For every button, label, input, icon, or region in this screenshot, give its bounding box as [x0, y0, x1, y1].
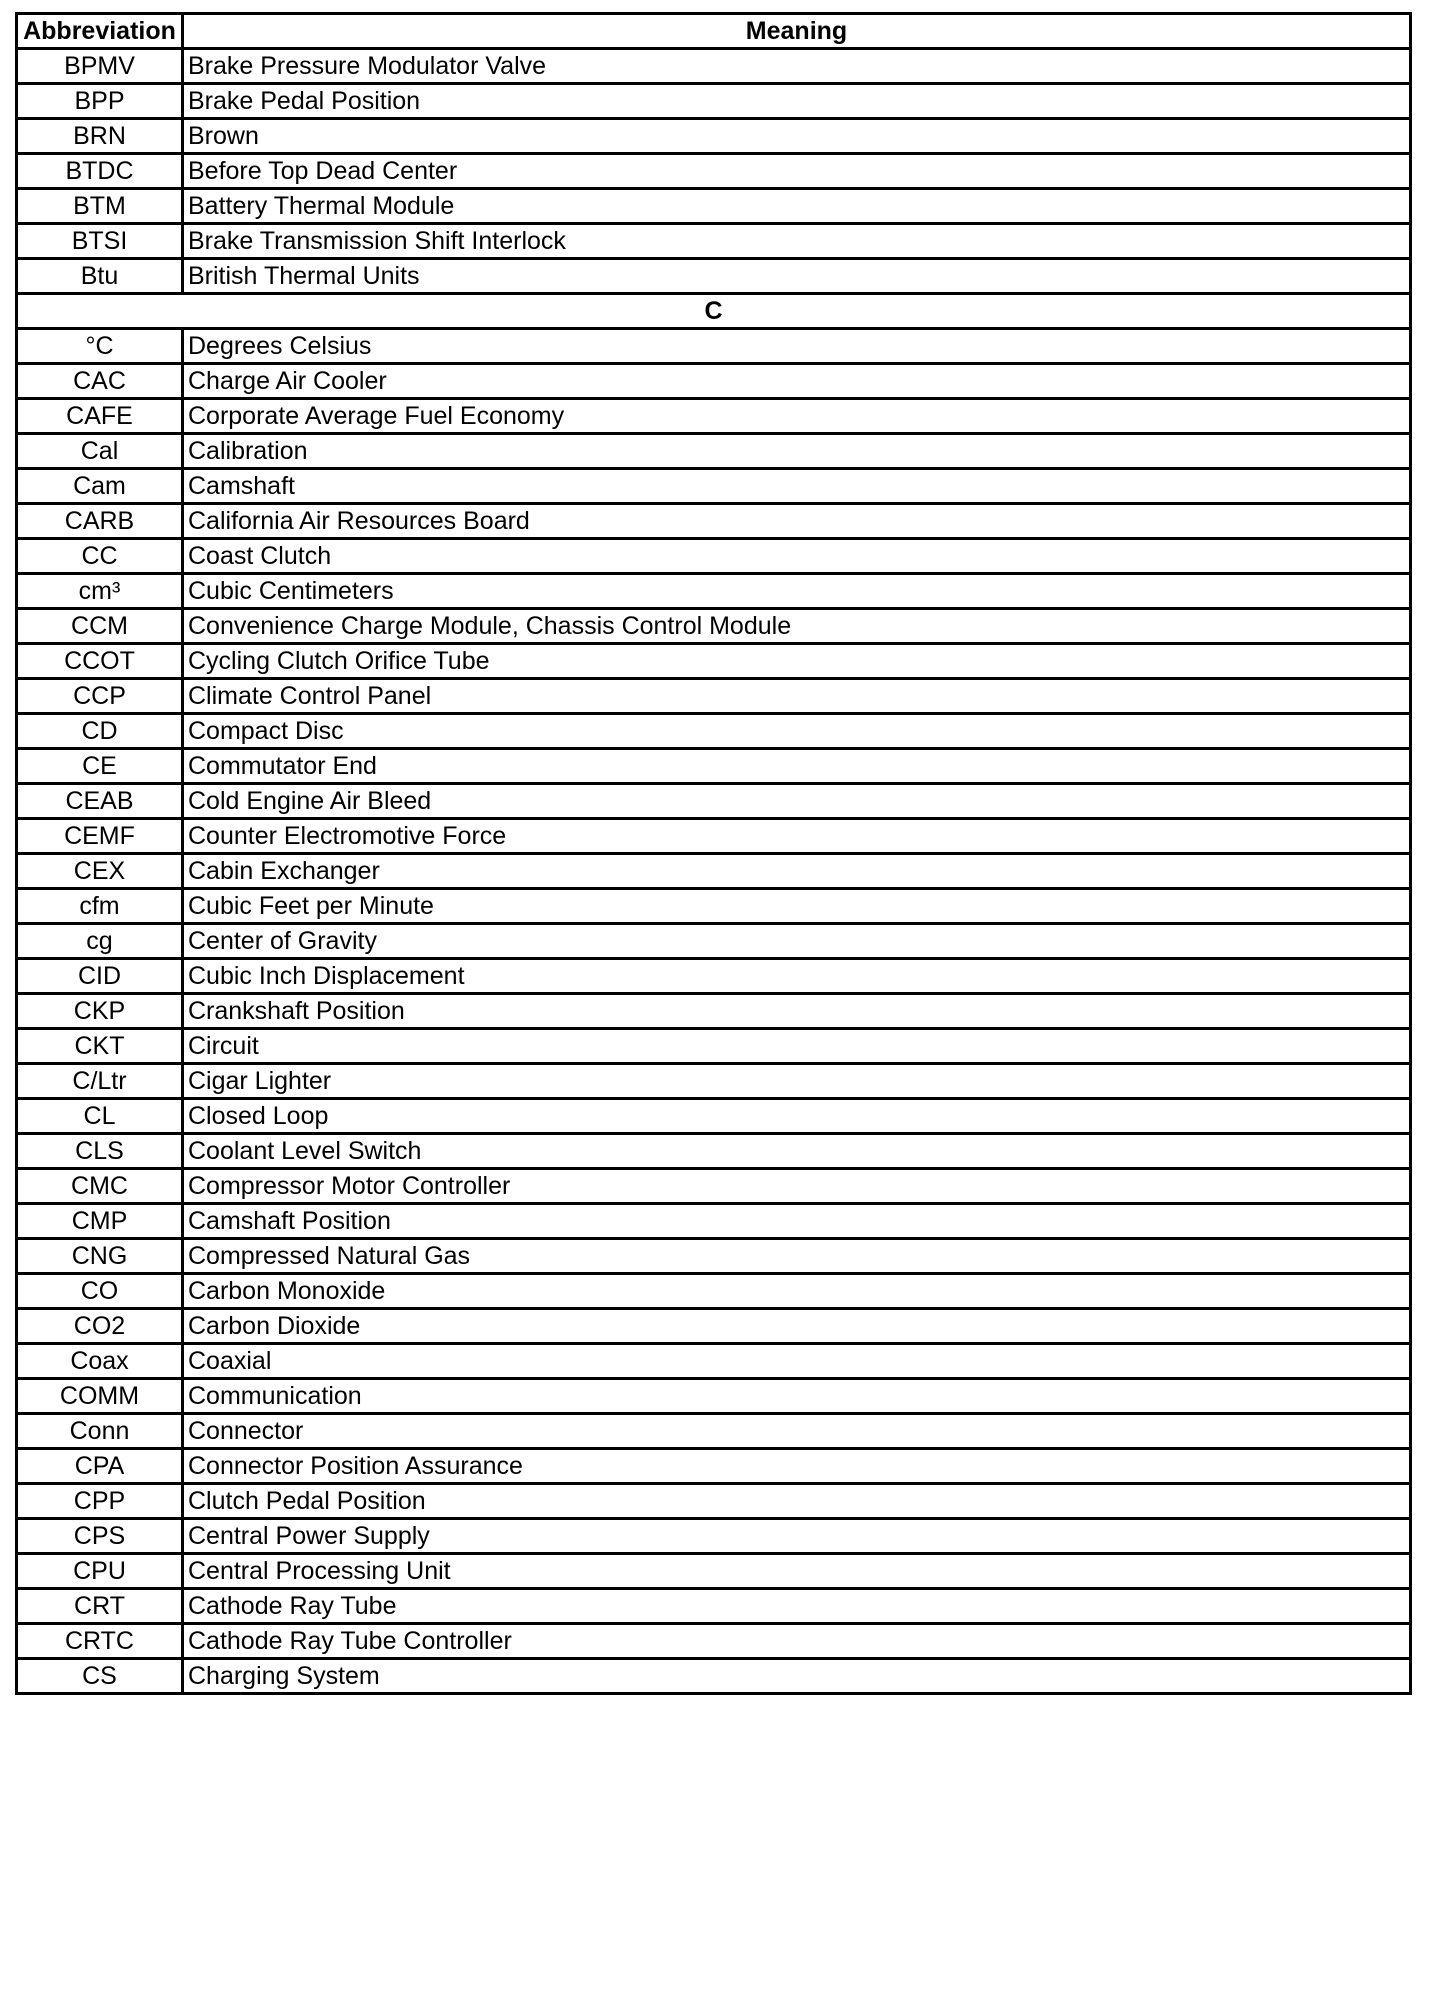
table-row [17, 1379, 1411, 1414]
table-row [17, 329, 1411, 364]
table-row [17, 994, 1411, 1029]
abbreviation-cell: °C [17, 329, 183, 364]
table-row [17, 1099, 1411, 1134]
abbreviation-cell: CAC [17, 364, 183, 399]
abbreviation-cell: CCP [17, 679, 183, 714]
meaning-cell: Compressed Natural Gas [183, 1239, 1411, 1274]
abbreviation-cell: Coax [17, 1344, 183, 1379]
abbreviation-cell: CCM [17, 609, 183, 644]
table-row [17, 1344, 1411, 1379]
meaning-cell: Communication [183, 1379, 1411, 1414]
abbreviation-cell: Conn [17, 1414, 183, 1449]
abbreviation-cell: CMC [17, 1169, 183, 1204]
meaning-column-header: Meaning [183, 14, 1411, 49]
abbreviation-cell: CRTC [17, 1624, 183, 1659]
table-row [17, 1589, 1411, 1624]
abbreviation-cell: CNG [17, 1239, 183, 1274]
table-row [17, 749, 1411, 784]
meaning-cell: Coast Clutch [183, 539, 1411, 574]
abbreviation-cell: BTM [17, 189, 183, 224]
abbreviation-cell: CID [17, 959, 183, 994]
table-body [17, 49, 1411, 1694]
abbreviation-cell: CS [17, 1659, 183, 1694]
table-row [17, 1204, 1411, 1239]
meaning-cell: Crankshaft Position [183, 994, 1411, 1029]
meaning-cell: Cathode Ray Tube Controller [183, 1624, 1411, 1659]
meaning-cell: Closed Loop [183, 1099, 1411, 1134]
abbreviation-cell: cg [17, 924, 183, 959]
meaning-cell: Charge Air Cooler [183, 364, 1411, 399]
abbreviation-cell: CE [17, 749, 183, 784]
table-row [17, 1659, 1411, 1694]
table-row [17, 1519, 1411, 1554]
meaning-cell: Connector [183, 1414, 1411, 1449]
meaning-cell: Connector Position Assurance [183, 1449, 1411, 1484]
abbreviation-cell: BRN [17, 119, 183, 154]
abbreviation-cell: CCOT [17, 644, 183, 679]
table-row [17, 1064, 1411, 1099]
table-row [17, 1484, 1411, 1519]
meaning-cell: Cold Engine Air Bleed [183, 784, 1411, 819]
meaning-cell: Counter Electromotive Force [183, 819, 1411, 854]
abbreviation-cell: COMM [17, 1379, 183, 1414]
table-row [17, 1624, 1411, 1659]
table-row [17, 364, 1411, 399]
meaning-cell: Circuit [183, 1029, 1411, 1064]
abbreviation-cell: CO2 [17, 1309, 183, 1344]
section-row [17, 294, 1411, 329]
meaning-cell: Cubic Inch Displacement [183, 959, 1411, 994]
table-row [17, 1274, 1411, 1309]
meaning-cell: Battery Thermal Module [183, 189, 1411, 224]
abbreviation-cell: BPP [17, 84, 183, 119]
abbreviation-cell: CAFE [17, 399, 183, 434]
section-heading: C [17, 294, 1411, 329]
table-row [17, 154, 1411, 189]
meaning-cell: Commutator End [183, 749, 1411, 784]
header-row [17, 14, 1411, 49]
abbreviation-cell: CKT [17, 1029, 183, 1064]
abbreviation-cell: CEAB [17, 784, 183, 819]
abbreviation-cell: BTDC [17, 154, 183, 189]
table-row [17, 434, 1411, 469]
abbreviation-cell: CL [17, 1099, 183, 1134]
abbreviation-cell: Cal [17, 434, 183, 469]
abbreviation-cell: CO [17, 1274, 183, 1309]
meaning-cell: Coaxial [183, 1344, 1411, 1379]
meaning-cell: Cigar Lighter [183, 1064, 1411, 1099]
table-row [17, 84, 1411, 119]
abbreviation-cell: Btu [17, 259, 183, 294]
meaning-cell: Cubic Feet per Minute [183, 889, 1411, 924]
meaning-cell: Carbon Monoxide [183, 1274, 1411, 1309]
table-row [17, 1239, 1411, 1274]
table-row [17, 819, 1411, 854]
table-row [17, 679, 1411, 714]
abbreviation-cell: CPS [17, 1519, 183, 1554]
table-row [17, 574, 1411, 609]
meaning-cell: California Air Resources Board [183, 504, 1411, 539]
meaning-cell: British Thermal Units [183, 259, 1411, 294]
table-row [17, 644, 1411, 679]
meaning-cell: Charging System [183, 1659, 1411, 1694]
meaning-cell: Camshaft Position [183, 1204, 1411, 1239]
table-row [17, 399, 1411, 434]
abbreviation-cell: Cam [17, 469, 183, 504]
meaning-cell: Before Top Dead Center [183, 154, 1411, 189]
abbreviation-cell: CD [17, 714, 183, 749]
table-row [17, 1029, 1411, 1064]
abbreviation-cell: CPU [17, 1554, 183, 1589]
meaning-cell: Center of Gravity [183, 924, 1411, 959]
meaning-cell: Calibration [183, 434, 1411, 469]
abbreviation-cell: CKP [17, 994, 183, 1029]
abbreviation-cell: CPA [17, 1449, 183, 1484]
abbreviation-cell: CC [17, 539, 183, 574]
abbreviation-cell: CMP [17, 1204, 183, 1239]
table-row [17, 1134, 1411, 1169]
meaning-cell: Cathode Ray Tube [183, 1589, 1411, 1624]
abbreviation-cell: CLS [17, 1134, 183, 1169]
meaning-cell: Cubic Centimeters [183, 574, 1411, 609]
meaning-cell: Degrees Celsius [183, 329, 1411, 364]
meaning-cell: Coolant Level Switch [183, 1134, 1411, 1169]
table-row [17, 784, 1411, 819]
meaning-cell: Cabin Exchanger [183, 854, 1411, 889]
table-row [17, 259, 1411, 294]
table-row [17, 1414, 1411, 1449]
table-row [17, 714, 1411, 749]
table-row [17, 889, 1411, 924]
table-row [17, 119, 1411, 154]
meaning-cell: Camshaft [183, 469, 1411, 504]
table-row [17, 539, 1411, 574]
table-row [17, 1449, 1411, 1484]
table-row [17, 224, 1411, 259]
table-row [17, 959, 1411, 994]
meaning-cell: Corporate Average Fuel Economy [183, 399, 1411, 434]
table-row [17, 854, 1411, 889]
abbreviation-cell: CRT [17, 1589, 183, 1624]
meaning-cell: Clutch Pedal Position [183, 1484, 1411, 1519]
abbreviation-cell: CEX [17, 854, 183, 889]
meaning-cell: Carbon Dioxide [183, 1309, 1411, 1344]
abbreviation-table [15, 12, 1412, 1695]
meaning-cell: Cycling Clutch Orifice Tube [183, 644, 1411, 679]
abbreviation-cell: BTSI [17, 224, 183, 259]
abbreviation-cell: C/Ltr [17, 1064, 183, 1099]
abbreviation-cell: CPP [17, 1484, 183, 1519]
table-row [17, 49, 1411, 84]
table-row [17, 504, 1411, 539]
meaning-cell: Compressor Motor Controller [183, 1169, 1411, 1204]
meaning-cell: Convenience Charge Module, Chassis Control Module [183, 609, 1411, 644]
abbreviation-cell: cm³ [17, 574, 183, 609]
abbreviation-cell: CEMF [17, 819, 183, 854]
abbreviation-cell: CARB [17, 504, 183, 539]
meaning-cell: Brown [183, 119, 1411, 154]
table-row [17, 924, 1411, 959]
meaning-cell: Brake Transmission Shift Interlock [183, 224, 1411, 259]
table-row [17, 609, 1411, 644]
table-row [17, 189, 1411, 224]
abbreviation-cell: cfm [17, 889, 183, 924]
abbreviation-column-header: Abbreviation [17, 14, 183, 49]
table-row [17, 1554, 1411, 1589]
meaning-cell: Central Processing Unit [183, 1554, 1411, 1589]
meaning-cell: Brake Pedal Position [183, 84, 1411, 119]
meaning-cell: Brake Pressure Modulator Valve [183, 49, 1411, 84]
meaning-cell: Climate Control Panel [183, 679, 1411, 714]
table-row [17, 1309, 1411, 1344]
abbreviation-cell: BPMV [17, 49, 183, 84]
table-row [17, 1169, 1411, 1204]
meaning-cell: Compact Disc [183, 714, 1411, 749]
table-row [17, 469, 1411, 504]
meaning-cell: Central Power Supply [183, 1519, 1411, 1554]
